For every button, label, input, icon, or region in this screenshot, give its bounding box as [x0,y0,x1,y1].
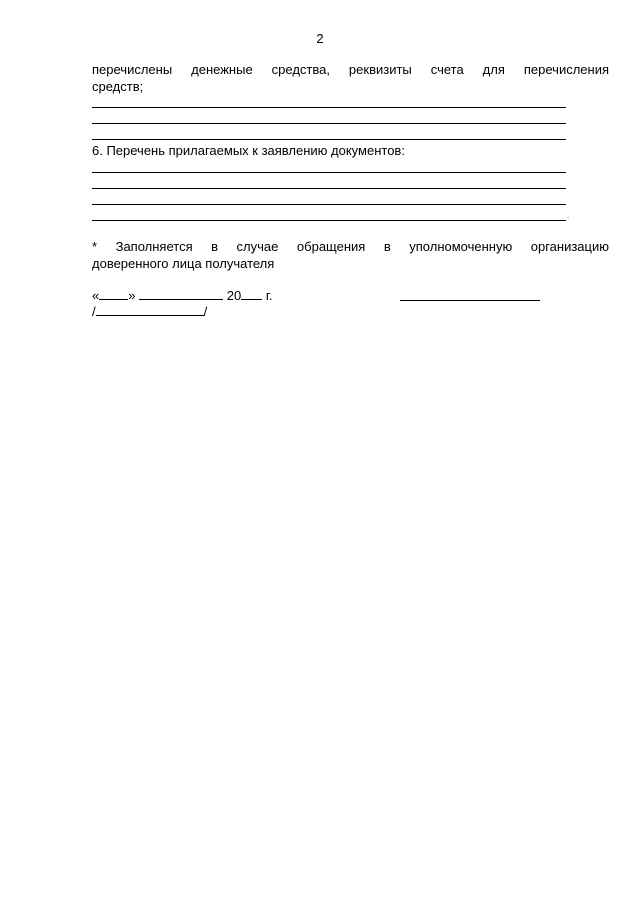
year-suffix: г. [265,288,273,303]
fill-line-2[interactable] [92,123,566,124]
open-quote: « [92,288,100,303]
doc-line-4[interactable] [92,220,566,221]
signature-line[interactable] [400,300,540,301]
fill-line-3[interactable] [92,139,566,140]
year-blank[interactable] [241,286,262,300]
doc-line-3[interactable] [92,204,566,205]
doc-line-2[interactable] [92,188,566,189]
day-blank[interactable] [99,286,128,300]
slash-right: / [203,304,208,319]
page-number: 2 [316,31,324,46]
year-prefix: 20 [226,288,242,303]
trailing-mark: . [567,211,570,220]
month-blank[interactable] [139,286,223,300]
slash-left: / [92,304,96,319]
paragraph-line-1: перечислены денежные средства, реквизиты счета для перечисления [92,62,609,77]
name-blank[interactable] [96,302,204,316]
close-quote: » [128,288,136,303]
fill-line-1[interactable] [92,107,566,108]
footnote-line-1: * Заполняется в случае обращения в уполномоченную организацию [92,239,609,254]
doc-line-1[interactable] [92,172,566,173]
name-field [92,302,207,320]
footnote-line-2: доверенного лица получателя [92,256,275,271]
paragraph-line-2: средств; [92,79,144,94]
section-6-heading: 6. Перечень прилагаемых к заявлению документов: [92,143,405,158]
